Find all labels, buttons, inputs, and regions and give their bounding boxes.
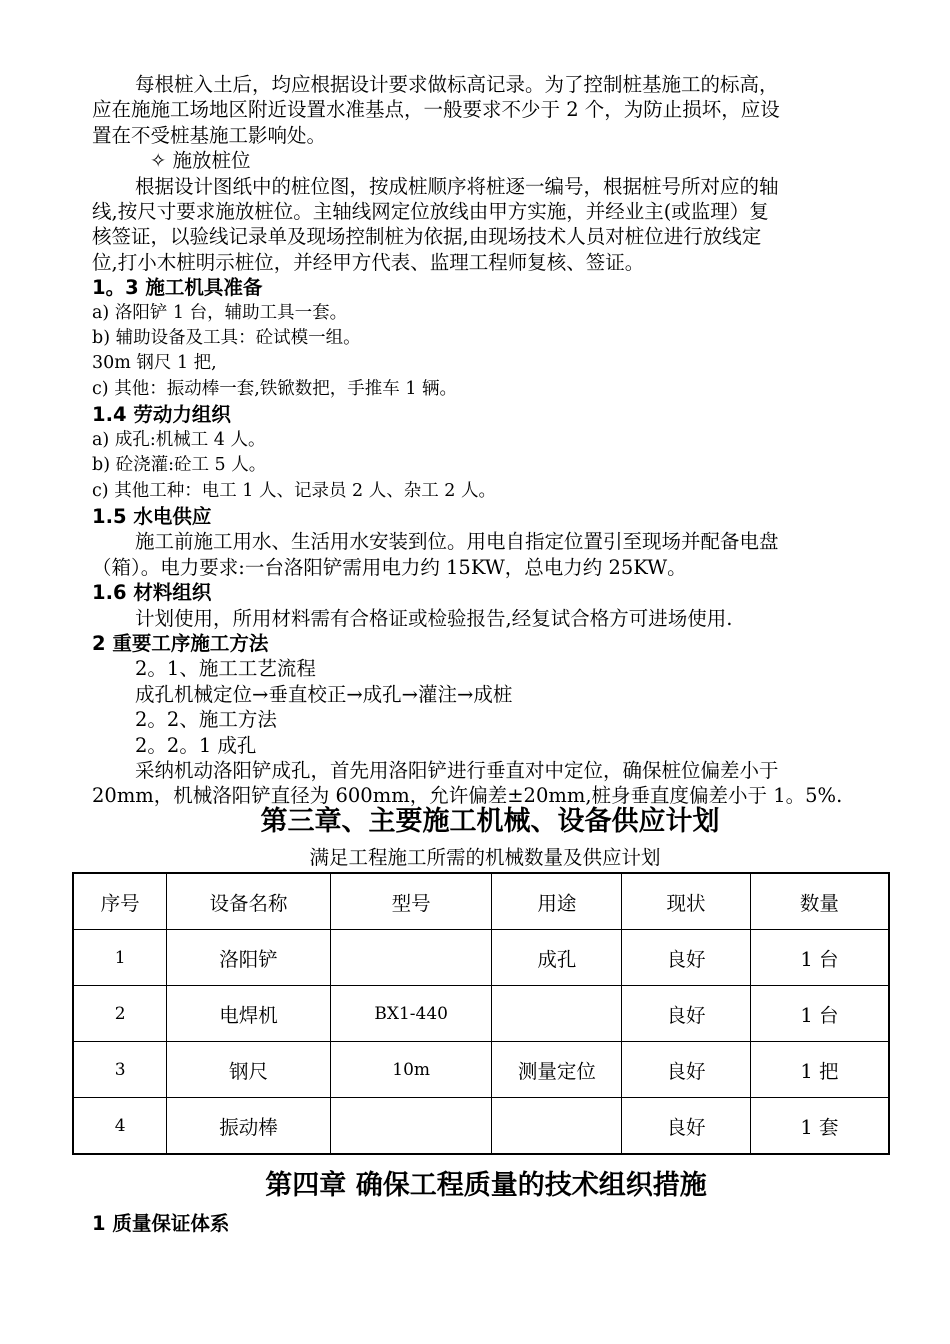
table-row (73, 1042, 889, 1098)
header-cell: 数量 (750, 873, 889, 930)
table-cell: 电焊机 (167, 986, 331, 1042)
table-cell: 2 (73, 986, 167, 1042)
table-caption: 满足工程施工所需的机械数量及供应计划 (309, 846, 661, 869)
paragraph-line: （箱）。电力要求:一台洛阳铲需用电力约 15KW，总电力约 25KW。 (92, 555, 687, 579)
table-cell: 测量定位 (492, 1042, 622, 1098)
section-heading: 1.4 劳动力组织 (92, 403, 231, 427)
paragraph-line: 核签证，以验线记录单及现场控制桩为依据,由现场技术人员对桩位进行放线定 (92, 225, 762, 249)
paragraph-line: 位,打小木桩明示桩位，并经甲方代表、监理工程师复核、签证。 (92, 250, 645, 274)
table-cell: 1 (73, 930, 167, 986)
table-header-row (73, 873, 889, 930)
table-cell: 振动棒 (167, 1098, 331, 1155)
table-cell: 10m (330, 1042, 492, 1098)
table-cell (330, 930, 492, 986)
table-cell: 良好 (622, 986, 751, 1042)
header-cell: 用途 (492, 873, 622, 930)
list-item: a) 成孔:机械工 4 人。 (92, 429, 266, 450)
table-cell: 良好 (622, 1042, 751, 1098)
equipment-table (72, 872, 890, 1155)
paragraph-line: 置在不受桩基施工影响处。 (92, 123, 327, 147)
table-cell: 钢尺 (167, 1042, 331, 1098)
table-cell: 1 台 (750, 986, 889, 1042)
section-heading: 1 质量保证体系 (92, 1212, 230, 1235)
table-cell: 良好 (622, 1098, 751, 1155)
paragraph-line: 施工前施工用水、生活用水安装到位。用电自指定位置引至现场并配备电盘 (135, 530, 779, 554)
table-cell: BX1-440 (330, 986, 492, 1042)
section-heading: 1.5 水电供应 (92, 504, 212, 528)
paragraph-line: 根据设计图纸中的桩位图，按成桩顺序将桩逐一编号，根据桩号所对应的轴 (135, 174, 779, 198)
chapter-title: 第四章 确保工程质量的技术组织措施 (265, 1170, 707, 1201)
table-cell: 良好 (622, 930, 751, 986)
table-cell (330, 1098, 492, 1155)
paragraph-line: 每根桩入土后，均应根据设计要求做标高记录。为了控制桩基施工的标高， (135, 73, 779, 96)
table-cell: 洛阳铲 (167, 930, 331, 986)
section-heading: 1.6 材料组织 (92, 581, 212, 605)
table-cell: 3 (73, 1042, 167, 1098)
section-heading: 2 重要工序施工方法 (92, 631, 269, 655)
subsection-line: 2。1、施工工艺流程 (135, 657, 316, 681)
table-cell (492, 986, 622, 1042)
table-cell: 1 把 (750, 1042, 889, 1098)
table-cell: 4 (73, 1098, 167, 1155)
table-cell (492, 1098, 622, 1155)
header-cell: 现状 (622, 873, 751, 930)
list-item: b) 辅助设备及工具：砼试模一组。 (92, 328, 361, 349)
document-page (92, 72, 884, 809)
list-item: a) 洛阳铲 1 台，辅助工具一套。 (92, 302, 348, 323)
header-cell: 型号 (330, 873, 492, 930)
header-cell: 设备名称 (167, 873, 331, 930)
table-cell: 1 台 (750, 930, 889, 986)
paragraph-line: 计划使用，所用材料需有合格证或检验报告,经复试合格方可进场使用. (135, 606, 733, 630)
bullet-item (92, 148, 884, 173)
subsection-line: 2。2。1 成孔 (135, 733, 257, 757)
list-item: 30m 钢尺 1 把, (92, 353, 217, 374)
table-row (73, 930, 889, 986)
table-row (73, 986, 889, 1042)
list-item: c) 其他工种：电工 1 人、记录员 2 人、杂工 2 人。 (92, 480, 496, 501)
header-cell: 序号 (73, 873, 167, 930)
table-cell: 成孔 (492, 930, 622, 986)
list-item: c) 其他：振动棒一套,铁锨数把，手推车 1 辆。 (92, 378, 458, 399)
list-item: b) 砼浇灌:砼工 5 人。 (92, 455, 267, 476)
bullet-text: 施放桩位 (172, 149, 251, 173)
process-flow: 成孔机械定位→垂直校正→成孔→灌注→成桩 (135, 682, 513, 706)
paragraph-line: 线,按尺寸要求施放桩位。主轴线网定位放线由甲方实施，并经业主(或监理）复 (92, 200, 769, 224)
chapter-title: 第三章、主要施工机械、设备供应计划 (260, 806, 720, 837)
subsection-line: 2。2、施工方法 (135, 708, 277, 732)
paragraph-line: 应在施施工场地区附近设置水准基点，一般要求不少于 2 个，为防止损坏，应设 (92, 98, 780, 122)
section-heading: 1。3 施工机具准备 (92, 276, 263, 300)
table-row (73, 1098, 889, 1155)
paragraph-line: 20mm，机械洛阳铲直径为 600mm，允许偏差±20mm,桩身垂直度偏差小于 1。5%. (92, 784, 843, 808)
diamond-bullet-icon: ✧ (150, 149, 167, 173)
table-cell: 1 套 (750, 1098, 889, 1155)
paragraph-line: 采纳机动洛阳铲成孔，首先用洛阳铲进行垂直对中定位，确保桩位偏差小于 (135, 758, 779, 782)
